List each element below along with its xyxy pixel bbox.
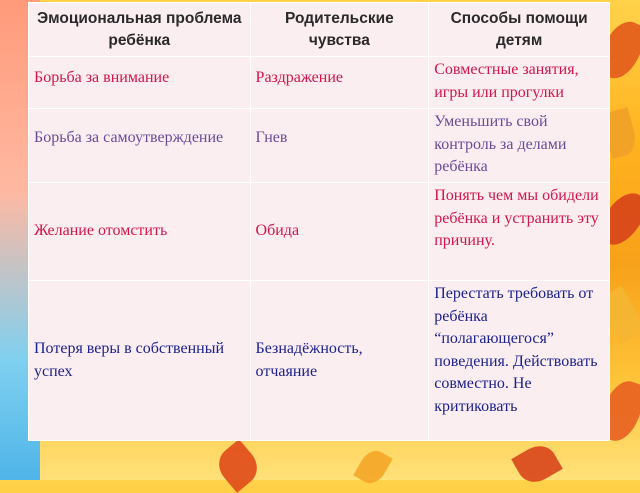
cell-text: Раздражение	[255, 69, 343, 86]
parenting-table	[28, 2, 610, 441]
header-parent-feelings: Родительские чувства	[250, 3, 429, 57]
table-row	[29, 109, 610, 183]
cell-text: Гнев	[255, 129, 288, 146]
table-row	[29, 57, 610, 109]
header-help-methods: Способы помощи детям	[429, 3, 610, 57]
table-cell-help: Понять чем мы обидели ребёнка и устранить эту причину.	[429, 183, 610, 281]
table-row	[29, 183, 610, 281]
autumn-leaf-icon	[211, 439, 264, 493]
table-cell-feeling: Обида	[250, 183, 429, 281]
autumn-leaf-icon	[353, 446, 393, 488]
table-cell-problem	[29, 57, 251, 109]
table-row	[29, 281, 610, 441]
table-cell-help: Уменьшить свой контроль за делами ребёнка	[429, 109, 610, 183]
table-cell-help: Перестать требовать от ребёнка “полагающегося” поведения. Действовать совместно. Не критиковать	[429, 281, 610, 441]
header-emotional-problem: Эмоциональная проблема ребёнка	[29, 3, 251, 57]
table-cell-problem: Желание отомстить	[29, 183, 251, 281]
table-cell-problem	[29, 109, 251, 183]
table-cell-problem: Потеря веры в собственный успех	[29, 281, 251, 441]
table-cell-feeling	[250, 57, 429, 109]
table-cell-feeling	[250, 109, 429, 183]
table-cell-help: Совместные занятия, игры или прогулки	[429, 57, 610, 109]
autumn-leaf-icon	[511, 439, 563, 488]
cell-text: Борьба за самоутверждение	[34, 129, 224, 146]
table-header-row	[29, 3, 610, 57]
table-cell-feeling: Безнадёжность, отчаяние	[250, 281, 429, 441]
cell-text: Борьба за внимание	[34, 69, 170, 86]
